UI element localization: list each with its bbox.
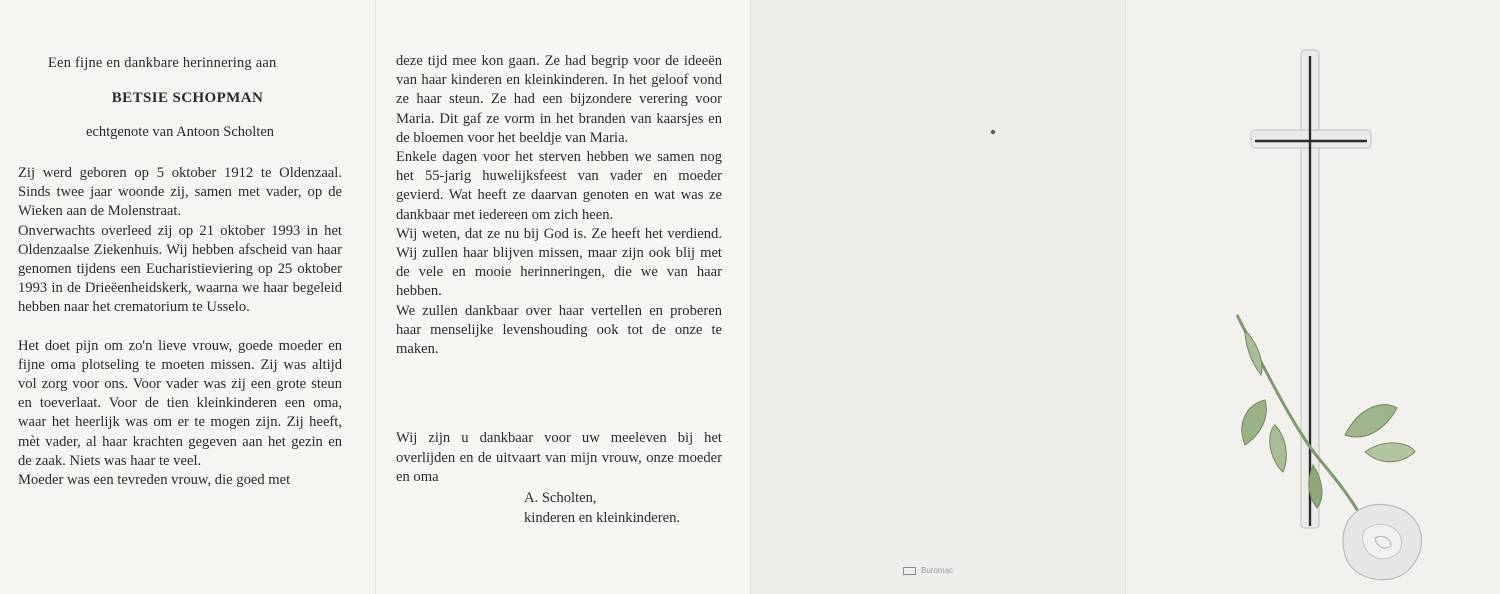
rose-icon — [1237, 315, 1421, 580]
cross-with-rose-illustration — [1225, 40, 1445, 585]
paragraph: Zij werd geboren op 5 oktober 1912 te Oldenzaal. Sinds twee jaar woonde zij, samen met vader, op de Wieken aan de Molenstraat. — [18, 165, 342, 220]
biography-column-1 — [18, 164, 342, 490]
publisher-mark — [903, 566, 953, 575]
signature — [524, 488, 680, 528]
paragraph: Het doet pijn om zo'n lieve vrouw, goede moeder en fijne oma plotseling te moeten missen. Zij was altijd vol zorg voor ons. Voor vader was zij een grote steun en toeverlaat. Voor de tien kleinkinderen een oma, waar het heerlijk was om er te mogen zijn. Zij heeft, mèt vader, al haar krachten gegeven aan het gezin en de zaak. Niets was haar te veel. — [18, 337, 342, 469]
paragraph: Moeder was een tevreden vrouw, die goed met — [18, 472, 291, 489]
card-panel-back — [750, 0, 1126, 594]
intro-line: Een fijne en dankbare herinnering aan — [48, 55, 277, 71]
signature-family: kinderen en kleinkinderen. — [524, 510, 681, 526]
thanks-text: Wij zijn u dankbaar voor uw meeleven bij het overlijden en de uitvaart van mijn vrouw, onze moeder en oma — [396, 430, 722, 485]
paragraph: Wij weten, dat ze nu bij God is. Ze heeft het verdiend. Wij zullen haar blijven missen, maar zijn ook blij met de vele en mooie herinneringen, die we van haar hebben. — [396, 225, 722, 300]
signature-name: A. Scholten, — [524, 490, 597, 506]
cross-icon — [1251, 50, 1371, 528]
paragraph: deze tijd mee kon gaan. Ze had begrip voor de ideeën van haar kinderen en kleinkinderen. In het geloof vond ze haar steun. Ze had een bijzondere verering voor Maria. Dit gaf ze vorm in het branden van kaarsjes en de bloemen voor het beeldje van Maria. — [396, 53, 722, 146]
paragraph: Onverwachts overleed zij op 21 oktober 1993 in het Oldenzaalse Ziekenhuis. Wij hebben afscheid van haar genomen tijdens een Eucharistieviering op 25 oktober 1993 in de Drieëenheidskerk, waarna we haar begeleid hebben naar het crematorium te Usselo. — [18, 222, 342, 316]
deceased-name: BETSIE SCHOPMAN — [111, 90, 264, 106]
buromac-logo-icon — [903, 567, 916, 575]
spouse-line: echtgenote van Antoon Scholten — [85, 124, 275, 140]
publisher-name: Buromac — [921, 566, 954, 575]
paragraph: Enkele dagen voor het sterven hebben we samen nog het 55-jarig huwelijksfeest van vader en moeder gevierd. Wat heeft ze daarvan genoten en wat was ze dankbaar met iedereen om zich heen. — [396, 149, 722, 223]
biography-column-2 — [396, 52, 722, 359]
paragraph: We zullen dankbaar over haar vertellen en proberen haar menselijke levenshouding ook tot de onze te maken. — [396, 302, 722, 358]
